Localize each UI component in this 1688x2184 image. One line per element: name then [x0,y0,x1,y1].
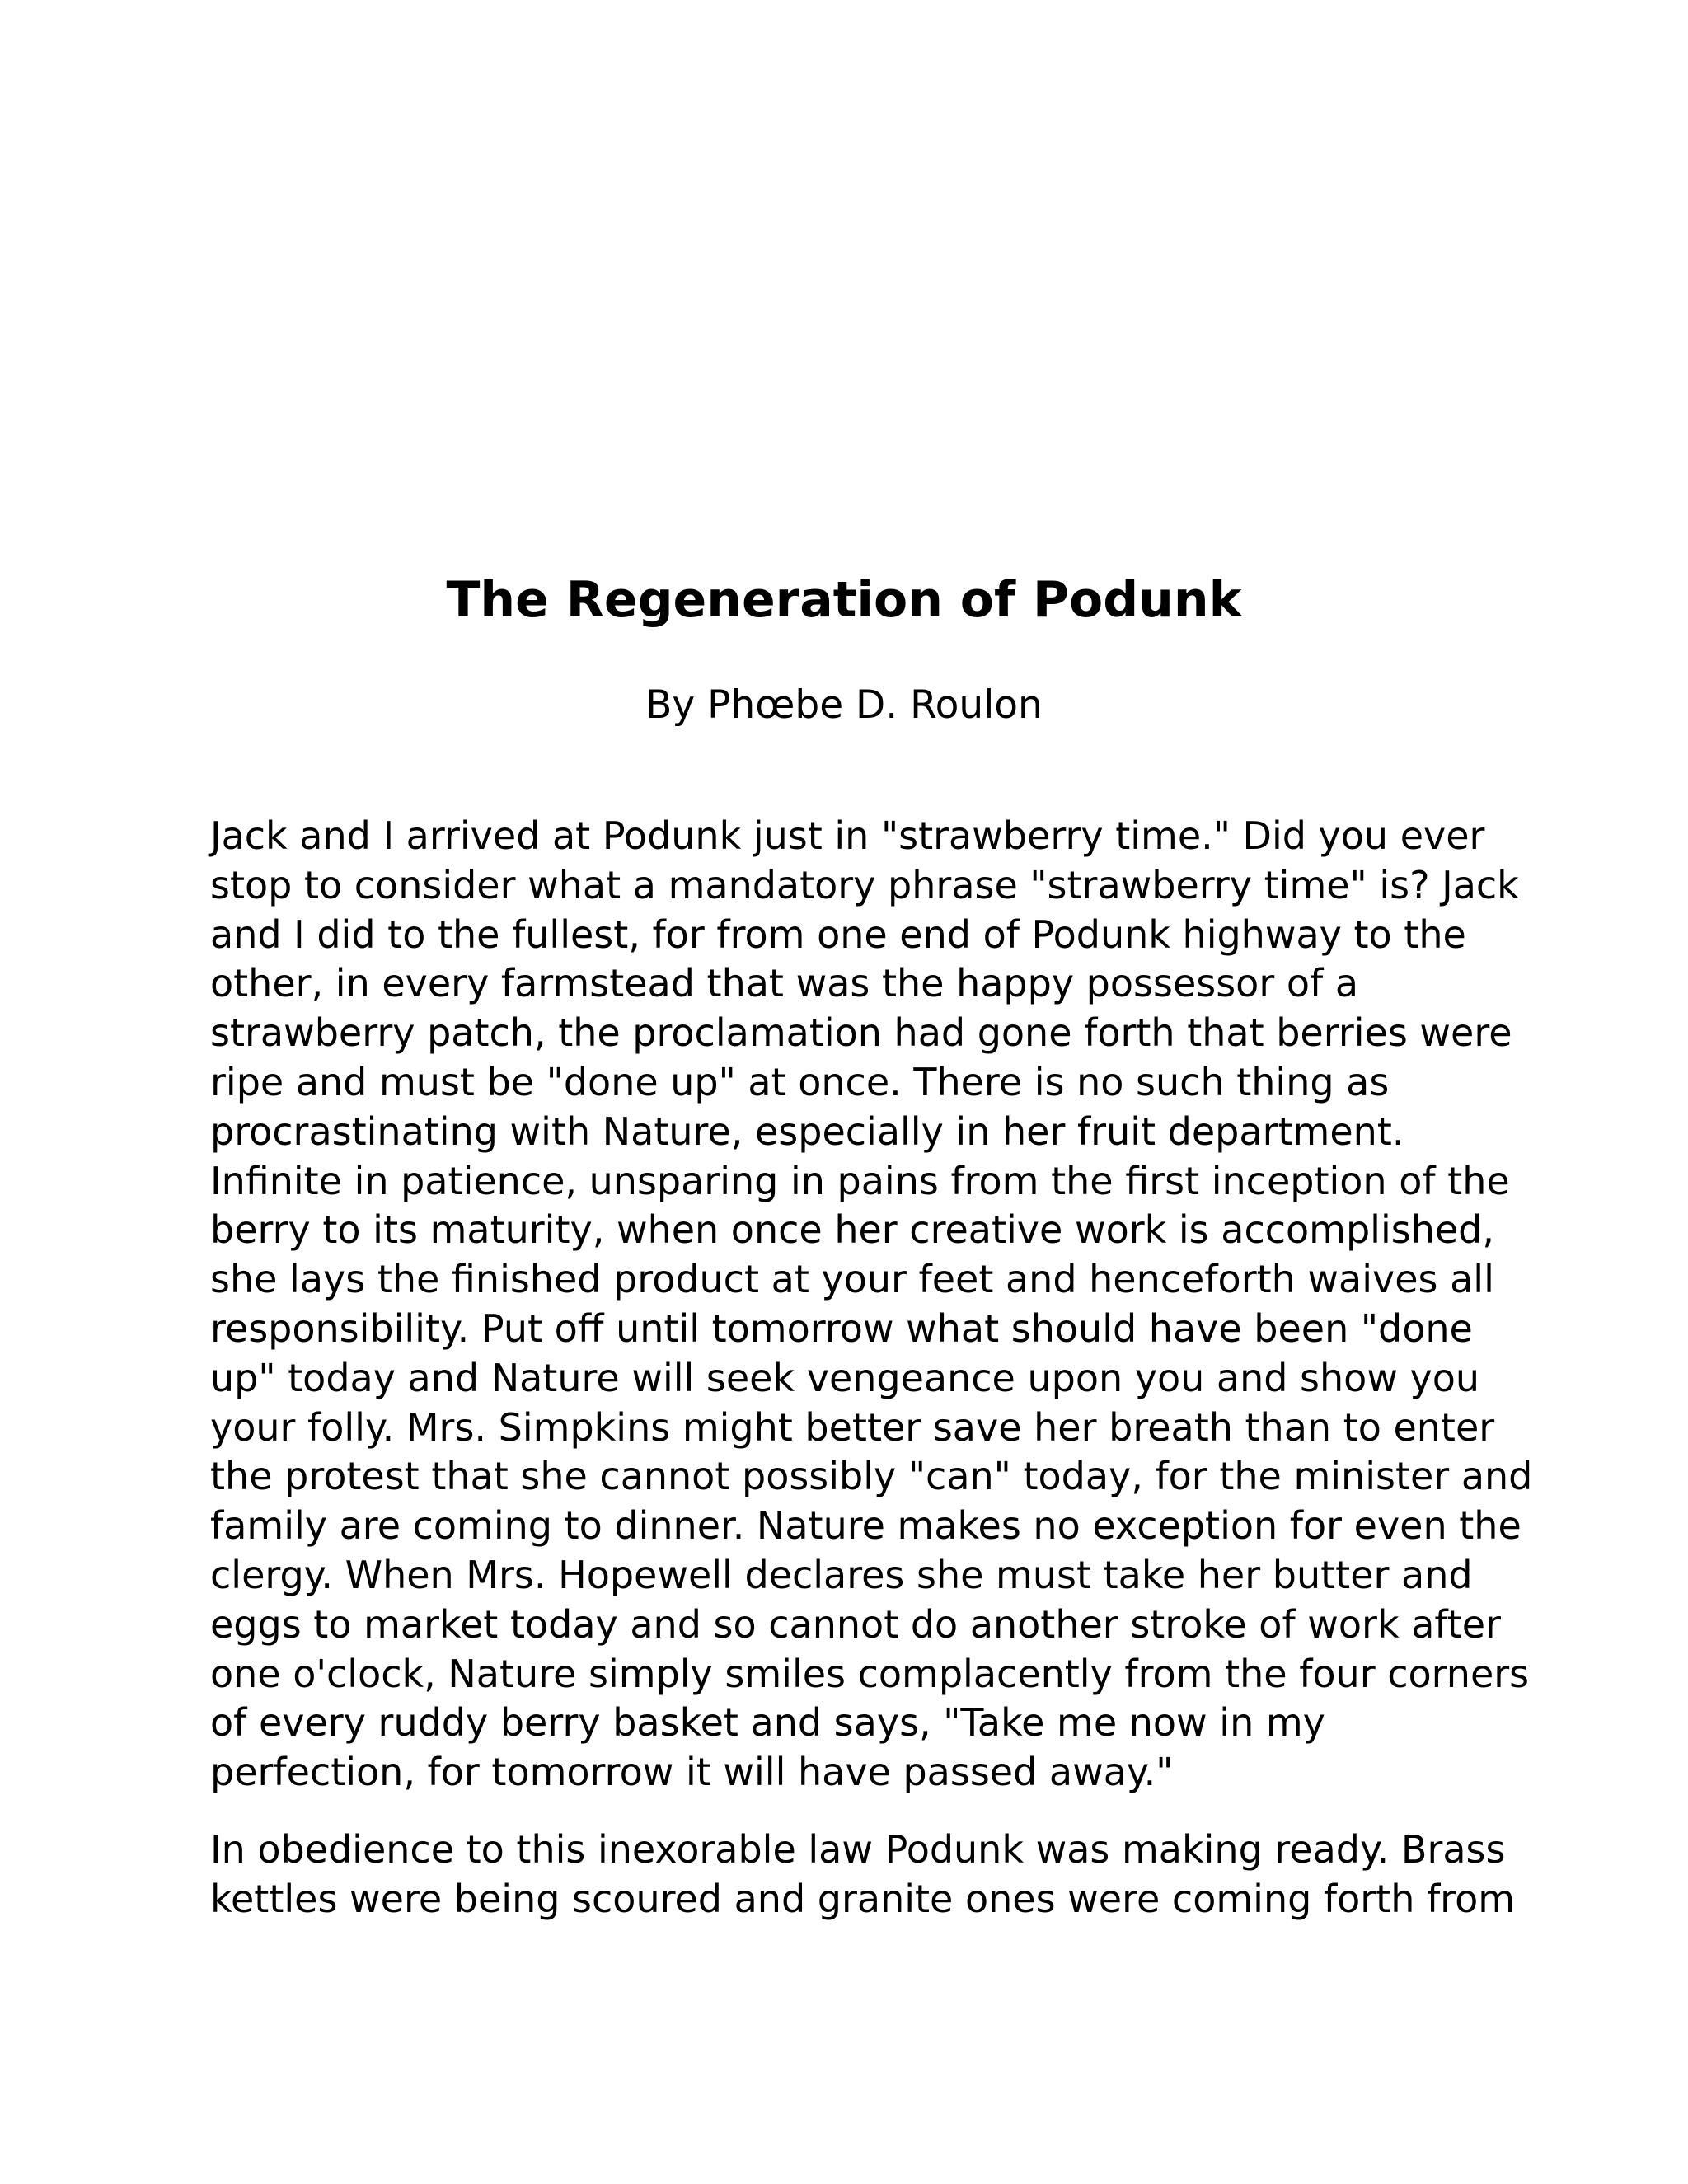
text-line: berry to its maturity, when once her creative work is accomplished, [210,1207,1494,1253]
text-line: In obedience to this inexorable law Podunk was making ready. Brass [210,1826,1506,1872]
text-line: ripe and must be "done up" at once. There is no such thing as [210,1059,1390,1104]
text-line: and I did to the fullest, for from one end of Podunk highway to the [210,912,1466,957]
text-line: other, in every farmstead that was the happy possessor of a [210,961,1359,1006]
author-byline: By Phœbe D. Roulon [645,682,1043,728]
text-line: Jack and I arrived at Podunk just in "strawberry time." Did you ever [210,813,1485,858]
text-line: she lays the finished product at your feet and henceforth waives all [210,1257,1494,1302]
text-line: kettles were being scoured and granite ones were coming forth from [210,1876,1516,1921]
text-line: family are coming to dinner. Nature makes no exception for even the [210,1503,1522,1549]
paragraph [210,1825,1516,1924]
story-body [210,812,1533,1924]
text-line: eggs to market today and so cannot do another stroke of work after [210,1601,1502,1647]
text-line: procrastinating with Nature, especially in her fruit department. [210,1108,1404,1154]
text-line: stop to consider what a mandatory phrase "strawberry time" is? Jack [210,862,1519,907]
text-line: of every ruddy berry basket and says, "Take me now in my [210,1700,1325,1746]
text-line: Infinite in patience, unsparing in pains from the first inception of the [210,1158,1510,1203]
text-line: perfection, for tomorrow it will have passed away." [210,1750,1174,1795]
paragraph-gap [210,1797,1496,1825]
text-line: the protest that she cannot possibly "can" today, for the minister and [210,1454,1533,1499]
text-line: your folly. Mrs. Simpkins might better save her breath than to enter [210,1404,1495,1450]
text-line: clergy. When Mrs. Hopewell declares she must take her butter and [210,1552,1473,1597]
text-line: up" today and Nature will seek vengeance upon you and show you [210,1355,1480,1400]
text-line: one o'clock, Nature simply smiles complacently from the four corners [210,1651,1530,1696]
paragraph [210,812,1533,1797]
text-line: strawberry patch, the proclamation had gone forth that berries were [210,1010,1512,1056]
document-title: The Regeneration of Podunk [446,571,1242,629]
text-line: responsibility. Put off until tomorrow what should have been "done [210,1305,1473,1351]
